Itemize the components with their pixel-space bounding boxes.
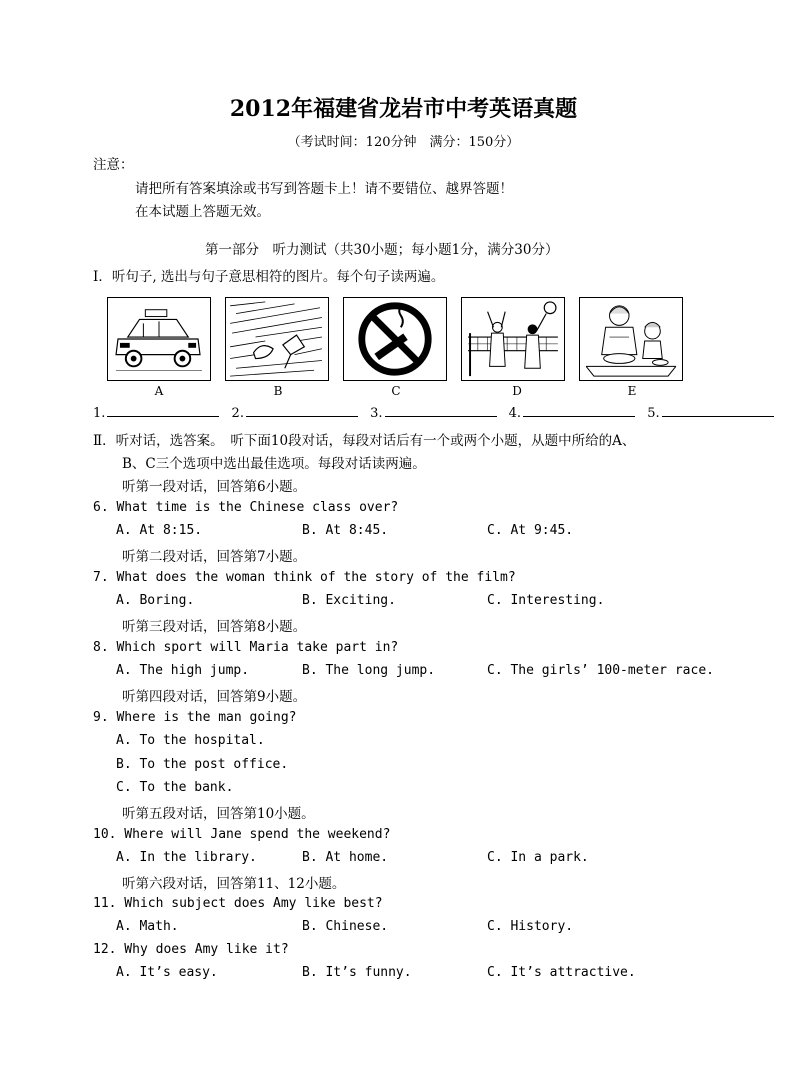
part1-heading: 第一部分 听力测试（共30小题；每小题1分，满分30分） xyxy=(205,242,559,258)
page-title: 2012年福建省龙岩市中考英语真题 xyxy=(229,96,578,122)
q6-option-b[interactable]: B. At 8:45. xyxy=(302,523,389,538)
dialogue-intro-1: 听第一段对话，回答第6小题。 xyxy=(122,479,307,495)
notice-line-2: 在本试题上答题无效。 xyxy=(135,204,270,220)
picture-a xyxy=(107,297,211,381)
q11-option-b[interactable]: B. Chinese. xyxy=(302,919,389,934)
cooking-icon xyxy=(580,298,682,380)
q11-option-c[interactable]: C. History. xyxy=(487,919,574,934)
q10-option-c[interactable]: C. In a park. xyxy=(487,850,589,865)
blank-number-2: 2. xyxy=(231,406,244,421)
q12-option-c[interactable]: C. It’s attractive. xyxy=(487,965,636,980)
blank-number-4: 4. xyxy=(508,406,522,421)
question-9: 9. Where is the man going? xyxy=(93,710,297,725)
answer-blank-2[interactable] xyxy=(246,404,358,417)
picture-label-c: C xyxy=(391,384,401,398)
q12-option-b[interactable]: B. It’s funny. xyxy=(302,965,412,980)
section1-instructions: Ⅰ．听句子, 选出与句子意思相符的图片。每个句子读两遍。 xyxy=(93,269,445,285)
section2-instructions-line-2: B、C三个选项中选出最佳选项。每段对话读两遍。 xyxy=(122,456,426,472)
picture-d xyxy=(461,297,565,381)
q6-option-c[interactable]: C. At 9:45. xyxy=(487,523,574,538)
blank-number-5: 5. xyxy=(647,406,660,421)
dialogue-intro-2: 听第二段对话，回答第7小题。 xyxy=(122,549,307,565)
q11-option-a[interactable]: A. Math. xyxy=(116,919,179,934)
answer-blank-4[interactable] xyxy=(523,404,635,417)
picture-label-b: B xyxy=(273,384,283,398)
picture-e xyxy=(579,297,683,381)
q10-option-b[interactable]: B. At home. xyxy=(302,850,389,865)
question-12: 12. Why does Amy like it? xyxy=(93,942,289,957)
no-smoking-icon xyxy=(344,298,446,380)
q7-option-c[interactable]: C. Interesting. xyxy=(487,593,605,608)
section2-instructions-line-1: Ⅱ．听对话，选答案。 听下面10段对话，每段对话后有一个或两个小题，从题中所给的A、 xyxy=(93,433,636,449)
answer-blank-3[interactable] xyxy=(385,404,497,417)
q8-option-a[interactable]: A. The high jump. xyxy=(116,663,250,678)
dialogue-intro-6: 听第六段对话，回答第11、12小题。 xyxy=(122,876,346,892)
q9-option-a[interactable]: A. To the hospital. xyxy=(116,733,265,748)
answer-blank-1[interactable] xyxy=(107,404,219,417)
q7-option-b[interactable]: B. Exciting. xyxy=(302,593,396,608)
notice-line-1: 请把所有答案填涂或书写到答题卡上！请不要错位、越界答题！ xyxy=(135,181,513,197)
question-10: 10. Where will Jane spend the weekend? xyxy=(93,827,391,842)
dialogue-intro-5: 听第五段对话，回答第10小题。 xyxy=(122,806,315,822)
blank-number-1: 1. xyxy=(93,406,106,421)
dialogue-intro-3: 听第三段对话，回答第8小题。 xyxy=(122,619,307,635)
question-11: 11. Which subject does Amy like best? xyxy=(93,896,383,911)
question-7: 7. What does the woman think of the story of the film? xyxy=(93,570,516,585)
exam-time-info: （考试时间：120分钟 满分：150分） xyxy=(287,135,520,150)
question-8: 8. Which sport will Maria take part in? xyxy=(93,640,399,655)
answer-blank-5[interactable] xyxy=(662,404,774,417)
question-6: 6. What time is the Chinese class over? xyxy=(93,500,399,515)
q7-option-a[interactable]: A. Boring. xyxy=(116,593,195,608)
picture-c xyxy=(343,297,447,381)
blank-number-3: 3. xyxy=(370,406,383,421)
q9-option-c[interactable]: C. To the bank. xyxy=(116,780,234,795)
picture-label-a: A xyxy=(154,384,164,398)
volleyball-icon xyxy=(462,298,564,380)
q10-option-a[interactable]: A. In the library. xyxy=(116,850,257,865)
picture-label-d: D xyxy=(512,384,522,398)
q12-option-a[interactable]: A. It’s easy. xyxy=(116,965,218,980)
q6-option-a[interactable]: A. At 8:15. xyxy=(116,523,203,538)
taxi-icon xyxy=(108,298,210,380)
answer-blanks xyxy=(93,404,774,421)
picture-label-e: E xyxy=(627,384,637,398)
q8-option-c[interactable]: C. The girls’ 100-meter race. xyxy=(487,663,714,678)
q9-option-b[interactable]: B. To the post office. xyxy=(116,757,289,772)
dialogue-intro-4: 听第四段对话，回答第9小题。 xyxy=(122,689,307,705)
picture-b xyxy=(225,297,329,381)
q8-option-b[interactable]: B. The long jump. xyxy=(302,663,436,678)
notice-label: 注意： xyxy=(93,157,134,173)
rain-storm-icon xyxy=(226,298,328,380)
